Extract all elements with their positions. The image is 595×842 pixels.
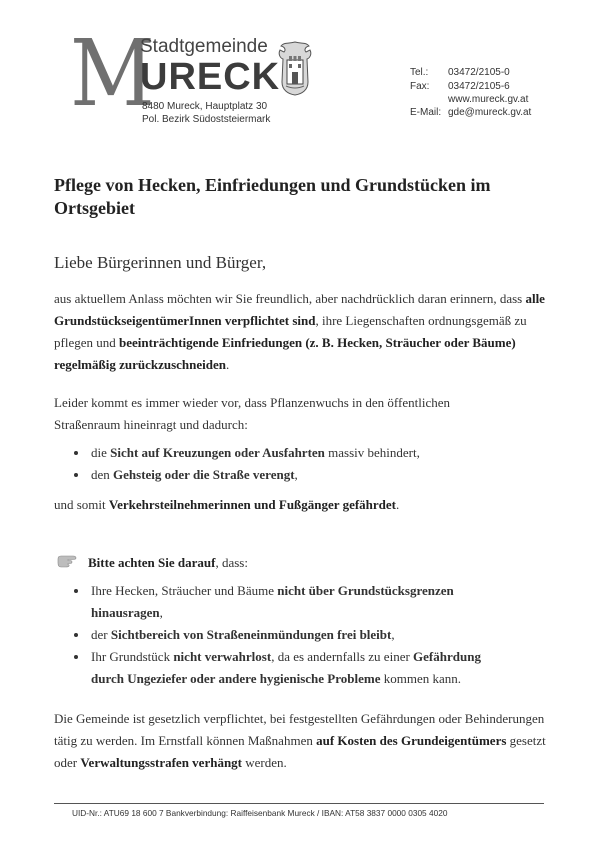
bold-text: beeinträchtigende Einfriedungen (z. B. Hecken, Sträucher oder Bäume) regelmäßig zurückzuschneiden	[54, 335, 516, 372]
problem-list	[74, 442, 544, 486]
bold-text: auf Kosten des Grundeigentümers	[316, 733, 507, 748]
email-label: E-Mail:	[410, 107, 442, 118]
text: und somit	[54, 497, 109, 512]
text: Ihr Grundstück	[91, 649, 174, 664]
text: gesetzt oder	[54, 733, 546, 770]
paragraph-intro	[54, 288, 550, 376]
address-line-2: Pol. Bezirk Südoststeiermark	[142, 114, 271, 125]
bold-text: Sichtbereich von Straßeneinmündungen frei bleibt	[110, 627, 392, 642]
footer-bank-details: UID-Nr.: ATU69 18 600 7 Bankverbindung: Raiffeisenbank Mureck / IBAN: AT58 3837 0000 0305 4020	[72, 808, 448, 818]
tel-label: Tel.:	[410, 67, 429, 78]
logo-town-name: URECK	[140, 56, 281, 98]
bullet-icon	[74, 655, 78, 659]
text: der	[91, 627, 111, 642]
document-title: Pflege von Hecken, Einfriedungen und Grundstücken im Ortsgebiet	[54, 175, 491, 218]
text: ,	[294, 467, 298, 482]
website-link[interactable]: www.mureck.gv.at	[448, 94, 529, 105]
fax-label: Fax:	[410, 81, 430, 92]
bullet-icon	[74, 589, 78, 593]
bold-text: nicht verwahrlost	[173, 649, 272, 664]
logo-stadtgemeinde: Stadtgemeinde	[140, 36, 268, 57]
requirement-list	[74, 580, 514, 690]
list-item	[74, 646, 514, 690]
list-item	[74, 464, 544, 486]
pointing-hand-icon	[57, 552, 83, 568]
text: , ihre Liegenschaften ordnungsgemäß zu pflegen und	[54, 313, 527, 350]
bold-text: Bitte achten Sie darauf	[88, 555, 216, 570]
text: , dass:	[215, 555, 248, 570]
text: , da es andernfalls zu einer	[271, 649, 414, 664]
paragraph-problem: Leider kommt es immer wieder vor, dass Pflanzenwuchs in den öffentlichen Straßenraum hineinragt und dadurch:	[54, 395, 450, 432]
bold-text: Gefährdung durch Ungeziefer oder andere hygienische Probleme	[91, 649, 481, 686]
list-item	[74, 624, 514, 646]
coat-of-arms-icon	[276, 40, 314, 96]
text: kommen kann.	[380, 671, 461, 686]
footer-divider	[54, 803, 544, 804]
fax-value: 03472/2105-6	[448, 81, 510, 92]
bullet-icon	[74, 473, 78, 477]
bold-text: Verkehrsteilnehmerinnen und Fußgänger gefährdet	[108, 497, 396, 512]
list-item	[74, 442, 544, 464]
text: die	[91, 445, 111, 460]
bullet-icon	[74, 633, 78, 637]
bold-text: nicht über Grundstücksgrenzen hinausragen	[91, 583, 454, 620]
text: Ihre Hecken, Sträucher und Bäume	[91, 583, 278, 598]
bullet-icon	[74, 451, 78, 455]
bold-text: Sicht auf Kreuzungen oder Ausfahrten	[110, 445, 325, 460]
paragraph-consequence	[54, 494, 550, 516]
email-link[interactable]: gde@mureck.gv.at	[448, 107, 532, 118]
address-line-1: 8480 Mureck, Hauptplatz 30	[142, 101, 268, 112]
bold-text: Verwaltungsstrafen verhängt	[80, 755, 243, 770]
logo-letter-m: M	[70, 20, 150, 127]
bold-text: alle GrundstückseigentümerInnen verpflichtet sind	[54, 291, 545, 328]
text: ,	[391, 627, 395, 642]
salutation: Liebe Bürgerinnen und Bürger,	[54, 253, 267, 272]
text: werden.	[242, 755, 287, 770]
text: ,	[159, 605, 163, 620]
list-item	[74, 580, 514, 624]
bold-text: Gehsteig oder die Straße verengt	[113, 467, 295, 482]
text: .	[396, 497, 400, 512]
tel-value: 03472/2105-0	[448, 67, 510, 78]
attention-line	[88, 552, 488, 574]
text: .	[226, 357, 230, 372]
text: Die Gemeinde ist gesetzlich verpflichtet, bei festgestellten Gefährdungen oder Behinderungen tätig zu werden. Im Ernstfall können Maßnahmen	[54, 711, 545, 748]
text: den	[91, 467, 114, 482]
text: massiv behindert,	[324, 445, 420, 460]
paragraph-legal	[54, 708, 550, 774]
text: aus aktuellem Anlass möchten wir Sie freundlich, aber nachdrücklich daran erinnern, dass	[54, 291, 526, 306]
